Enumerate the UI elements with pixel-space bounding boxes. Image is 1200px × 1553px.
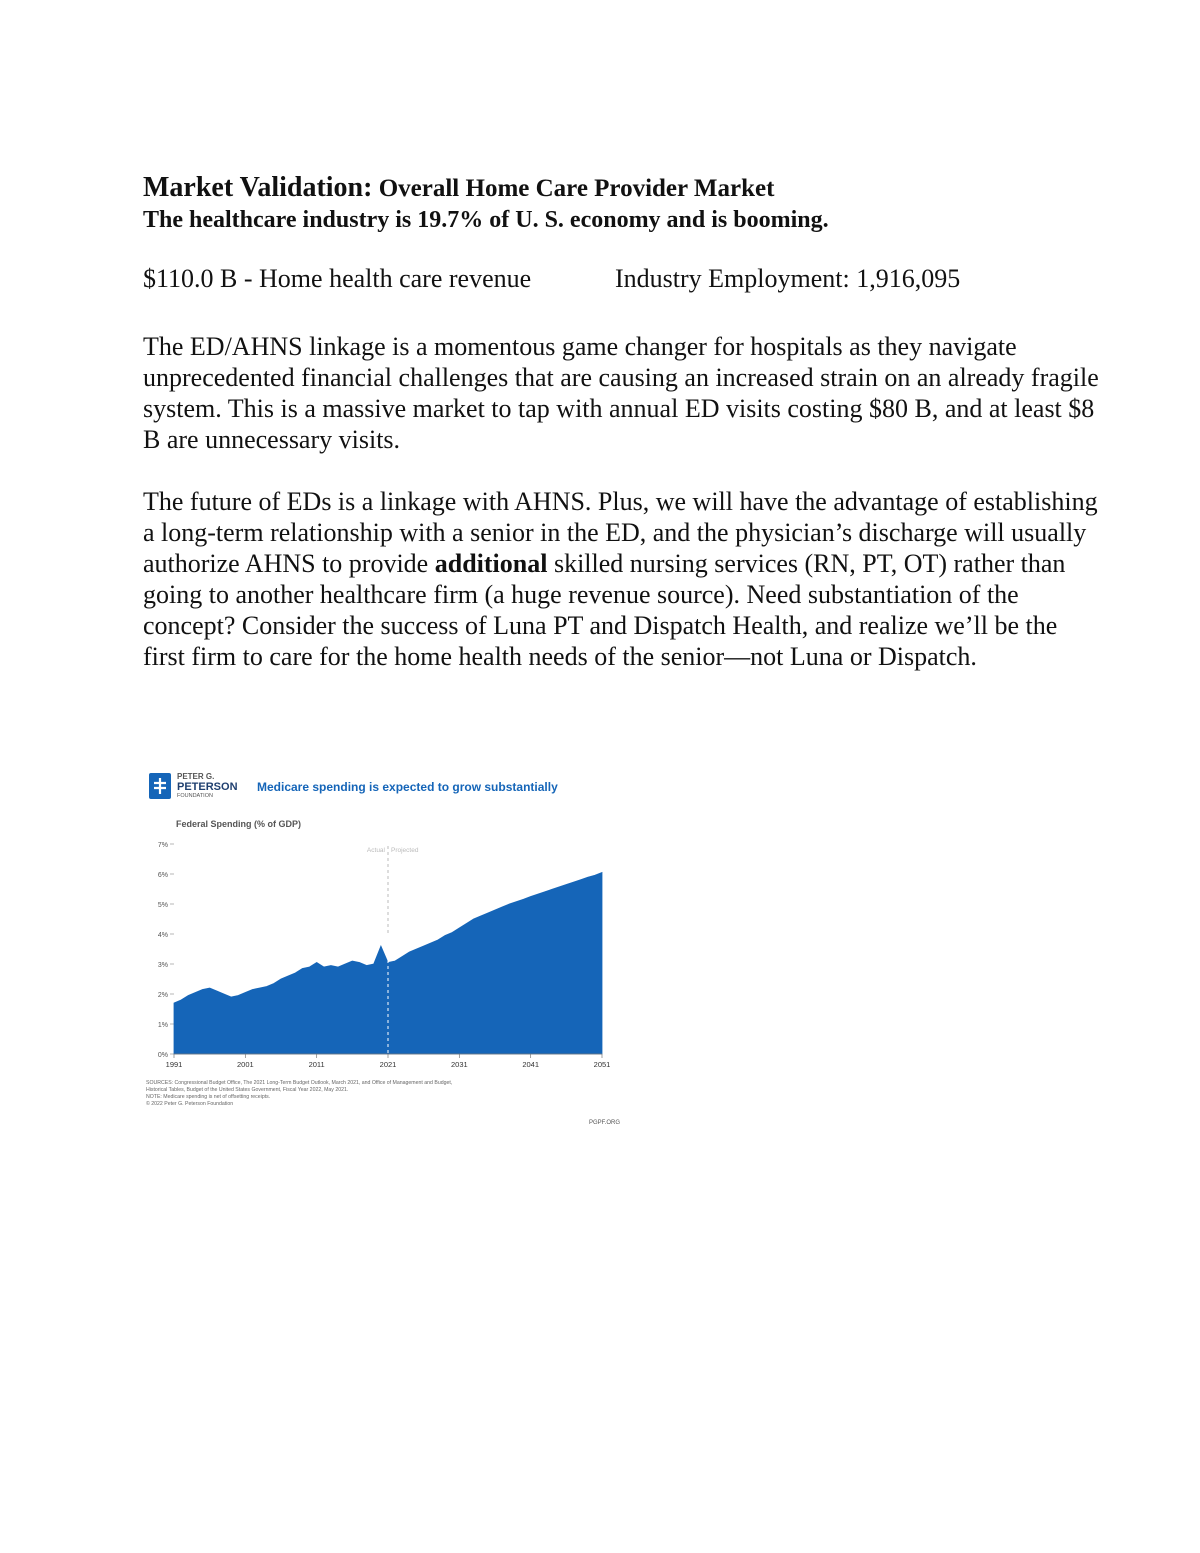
paragraph-2-start: The future of EDs is a linkage with AHNS. Plus, we will have the advantage of establishing a long-term relationship with a senior in the ED, and the physician’s discharge will usually authorize AHNS to provide	[143, 487, 1098, 578]
revenue-stat: $110.0 B - Home health care revenue	[143, 264, 532, 293]
heading-title: Overall Home Care Provider Market	[378, 175, 775, 202]
x-tick-label: 2041	[522, 1060, 540, 1069]
y-tick-label: 0%	[157, 1052, 168, 1059]
y-tick-label: 3%	[157, 962, 168, 969]
logo-line-1: PETER G.	[177, 772, 215, 781]
y-tick-label: 1%	[157, 1022, 168, 1029]
medicare-chart-figure	[140, 762, 630, 1132]
chart-footnotes	[146, 1080, 452, 1107]
paragraph-2-end: skilled nursing services (RN, PT, OT) rather than going to another healthcare firm (a huge revenue source). Need substantiation of the concept? Consider the success of Luna PT and Dispatch Health, and realize we’ll be the first firm to care for the home health needs of the senior—not Luna or Dispatch.	[143, 549, 1066, 671]
footnote-line: © 2022 Peter G. Peterson Foundation	[146, 1101, 234, 1107]
divider-label-actual: Actual	[366, 847, 385, 854]
x-tick-label: 2011	[308, 1060, 325, 1069]
heading-prefix: Market Validation:	[143, 172, 373, 203]
employment-stat: Industry Employment: 1,916,095	[615, 264, 961, 293]
paragraph-1: The ED/AHNS linkage is a momentous game changer for hospitals as they navigate unprecedented financial challenges that are causing an increased strain on an already fragile system. This is a massive market to tap with annual ED visits costing $80 B, and at least $8 B are unnecessary visits.	[143, 332, 1099, 454]
x-tick-label: 2031	[450, 1060, 468, 1069]
plot-area	[158, 842, 610, 1069]
y-tick-label: 5%	[157, 902, 168, 909]
peterson-logo	[149, 772, 238, 799]
logo-line-3: FOUNDATION	[177, 793, 213, 799]
logo-line-2: PETERSON	[177, 781, 238, 793]
y-axis-label: Federal Spending (% of GDP)	[176, 819, 302, 829]
x-tick-label: 2021	[379, 1060, 397, 1069]
medicare-chart	[140, 762, 630, 1132]
divider-label-projected: Projected	[391, 847, 419, 854]
footnote-line: NOTE: Medicare spending is net of offsetting receipts.	[146, 1094, 271, 1100]
paragraph-2-bold: additional	[434, 549, 548, 578]
stats-row	[143, 263, 1103, 295]
heading-subtitle: The healthcare industry is 19.7% of U. S. economy and is booming.	[143, 207, 829, 233]
y-tick-label: 7%	[157, 842, 168, 849]
footnote-line: Historical Tables, Budget of the United States Government, Fiscal Year 2022, May 2021.	[146, 1087, 349, 1093]
x-tick-label: 2051	[593, 1060, 611, 1069]
footnote-line: SOURCES: Congressional Budget Office, The 2021 Long-Term Budget Outlook, March 2021, and Office of Management and Budget,	[146, 1080, 453, 1086]
x-tick-label: 2001	[236, 1060, 254, 1069]
y-tick-label: 2%	[157, 992, 168, 999]
y-tick-label: 6%	[157, 872, 168, 879]
paragraph-2	[143, 486, 1103, 672]
document-body	[143, 172, 1103, 672]
chart-footer-right: PGPF.ORG	[588, 1120, 620, 1126]
y-tick-label: 4%	[157, 932, 168, 939]
chart-title: Medicare spending is expected to grow substantially	[257, 780, 558, 794]
page-heading	[143, 172, 1103, 205]
x-tick-label: 1991	[165, 1060, 183, 1069]
